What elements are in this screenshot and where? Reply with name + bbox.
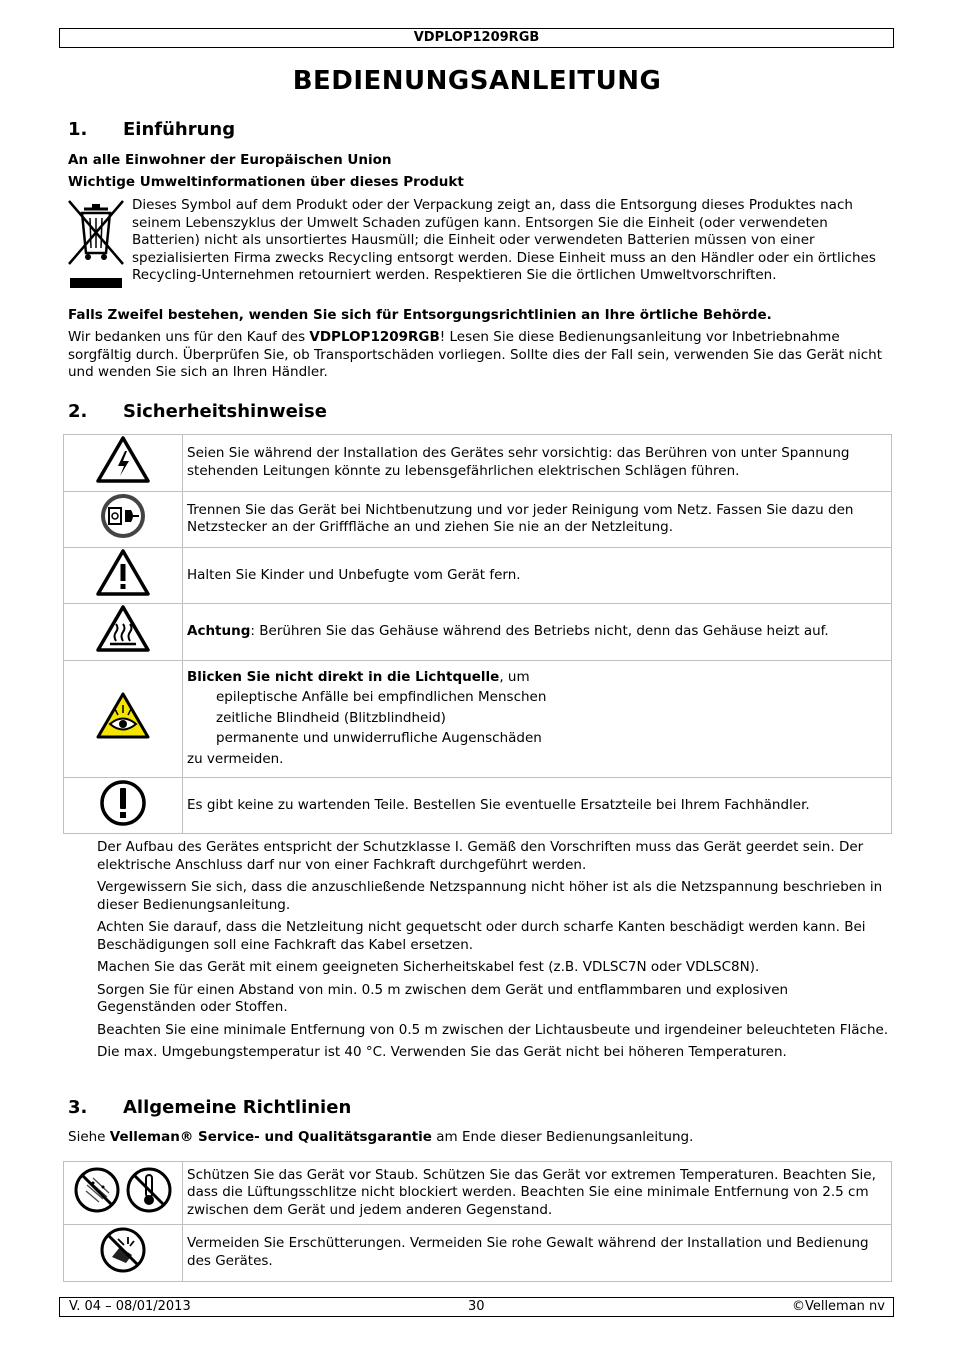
safety-bold: Achtung xyxy=(187,623,251,639)
general-text: Schützen Sie das Gerät vor Staub. Schützen Sie das Gerät vor extremen Temperaturen. Beachten Sie, dass die Lüftungsschlitze nicht blockiert werden. Beachten Sie eine minimale Entfernung von 2.5 cm zwischen dem Gerät und jedem anderen Gegenstand. xyxy=(183,1162,892,1225)
safety-bold: Blicken Sie nicht direkt in die Lichtquelle xyxy=(187,668,500,685)
safety-text: Seien Sie während der Installation des Gerätes sehr vorsichtig: das Berühren von unter Spannung stehenden Leitungen könnte zu lebensgefährlichen elektrischen Schlägen führen. xyxy=(183,435,892,492)
eye-hazard-warning-icon xyxy=(95,691,151,741)
safety-paragraphs xyxy=(97,839,889,1067)
safety-row xyxy=(64,660,892,777)
safety-row xyxy=(64,604,892,661)
unplug-icon xyxy=(99,492,147,540)
section-number: 3. xyxy=(68,1097,88,1118)
safety-text: Halten Sie Kinder und Unbefugte vom Gerät fern. xyxy=(183,547,892,604)
high-voltage-warning-icon xyxy=(95,435,151,485)
doubt-notice: Falls Zweifel bestehen, wenden Sie sich für Entsorgungsrichtlinien an Ihre örtliche Behörde. xyxy=(68,307,772,323)
safety-paragraph: Achten Sie darauf, dass die Netzleitung nicht gequetscht oder durch scharfe Kanten beschädigt werden kann. Bei Beschädigungen soll eine Fachkraft das Kabel ersetzen. xyxy=(97,919,866,953)
section-3-heading xyxy=(68,1097,351,1118)
safety-row xyxy=(64,491,892,547)
weee-crossed-bin-icon xyxy=(66,198,126,294)
safety-row xyxy=(64,547,892,604)
section-title: Allgemeine Richtlinien xyxy=(123,1097,352,1118)
weee-text: Dieses Symbol auf dem Produkt oder der Verpackung zeigt an, dass die Entsorgung dieses Produktes nach seinem Lebenszyklus der Umwelt Schaden zufügen kann. Entsorgen Sie die Einheit (oder verwendeten Batterien) nicht als unsortiertes Hausmüll; die Einheit oder verwendeten Batterien müssen von einer spezialisierten Firma zwecks Recycling entsorgt werden. Diese Einheit muss an den Händler oder ein örtliches Recycling-Unternehmen retourniert werden. Respektieren Sie die örtlichen Umweltvorschriften. xyxy=(132,197,876,283)
section-title: Einführung xyxy=(123,119,236,140)
safety-paragraph: Vergewissern Sie sich, dass die anzuschließende Netzspannung nicht höher ist als die Netzspannung beschrieben in dieser Bedienungsanleitung. xyxy=(97,879,883,913)
section-2-heading xyxy=(68,401,327,422)
hot-surface-warning-icon xyxy=(95,604,151,654)
section-number: 2. xyxy=(68,401,88,422)
general-row xyxy=(64,1225,892,1282)
guarantee-link-text: Velleman® Service- und Qualitätsgarantie xyxy=(109,1129,432,1145)
safety-paragraph: Die max. Umgebungstemperatur ist 40 °C. Verwenden Sie das Gerät nicht bei höheren Temperaturen. xyxy=(97,1044,787,1060)
footer-version: V. 04 – 08/01/2013 xyxy=(69,1299,191,1314)
exclamation-circle-icon xyxy=(98,778,148,828)
eu-subheading: An alle Einwohner der Europäischen Union xyxy=(68,152,392,168)
page-header xyxy=(59,28,894,48)
page-title: BEDIENUNGSANLEITUNG xyxy=(292,66,662,96)
environment-subheading: Wichtige Umweltinformationen über dieses Produkt xyxy=(68,174,464,190)
thanks-paragraph: Wir bedanken uns für den Kauf des VDPLOP1209RGB! Lesen Sie diese Bedienungsanleitung vor Inbetriebnahme sorgfältig durch. Überprüfen Sie, ob Transportschäden vorliegen. Sollte dies der Fall sein, verwenden Sie das Gerät nicht und wenden Sie sich an Ihren Händler. xyxy=(68,329,883,380)
safety-paragraph: Sorgen Sie für einen Abstand von min. 0.5 m zwischen dem Gerät und entflammbaren und explosiven Gegenständen oder Stoffen. xyxy=(97,981,789,1015)
safety-row xyxy=(64,777,892,834)
safety-text: Es gibt keine zu wartenden Teile. Bestellen Sie eventuelle Ersatzteile bei Ihrem Fachhändler. xyxy=(183,777,892,834)
no-dust-no-extreme-temperature-icon xyxy=(73,1165,173,1215)
safety-text: Blicken Sie nicht direkt in die Lichtquelle, um epileptische Anfälle bei empfindlichen Menschen zeitliche Blindheid (Blitzblindheid) permanente und unwiderrufliche Augenschäden zu vermeiden. xyxy=(183,660,892,777)
safety-paragraph: Der Aufbau des Gerätes entspricht der Schutzklasse I. Gemäß den Vorschriften muss das Gerät geerdet sein. Der elektrische Anschluss darf nur von einer Fachkraft durchgeführt werden. xyxy=(97,839,864,873)
page-footer xyxy=(59,1297,894,1317)
guarantee-intro: Siehe Velleman® Service- und Qualitätsgarantie am Ende dieser Bedienungsanleitung. xyxy=(68,1129,694,1145)
list-item: permanente und unwiderrufliche Augenschäden xyxy=(216,730,542,747)
general-table xyxy=(63,1161,892,1282)
header-model: VDPLOP1209RGB xyxy=(413,30,540,45)
safety-paragraph: Machen Sie das Gerät mit einem geeigneten Sicherheitskabel fest (z.B. VDLSC7N oder VDLSC8N). xyxy=(97,959,760,975)
footer-page-number: 30 xyxy=(468,1299,485,1314)
safety-text: Trennen Sie das Gerät bei Nichtbenutzung und vor jeder Reinigung vom Netz. Fassen Sie dazu den Netzstecker an der Grifffläche an und ziehen Sie nie an der Netzleitung. xyxy=(183,491,892,547)
section-1-heading xyxy=(68,119,235,140)
section-title: Sicherheitshinweise xyxy=(123,401,327,422)
safety-text: Achtung: Berühren Sie das Gehäuse während des Betriebs nicht, denn das Gehäuse heizt auf. xyxy=(183,604,892,661)
thanks-model: VDPLOP1209RGB xyxy=(309,329,440,345)
general-warning-icon xyxy=(95,548,151,598)
no-shock-icon xyxy=(98,1225,148,1275)
safety-table xyxy=(63,434,892,834)
safety-row xyxy=(64,435,892,492)
list-item: zeitliche Blindheid (Blitzblindheid) xyxy=(216,709,446,726)
safety-paragraph: Beachten Sie eine minimale Entfernung von 0.5 m zwischen der Lichtausbeute und irgendeiner beleuchteten Fläche. xyxy=(97,1021,889,1038)
footer-copyright: ©Velleman nv xyxy=(791,1299,885,1314)
general-text: Vermeiden Sie Erschütterungen. Vermeiden Sie rohe Gewalt während der Installation und Bedienung des Gerätes. xyxy=(183,1225,892,1282)
general-row xyxy=(64,1162,892,1225)
section-number: 1. xyxy=(68,119,88,140)
safety-tail: zu vermeiden. xyxy=(187,750,284,767)
list-item: epileptische Anfälle bei empfindlichen Menschen xyxy=(216,689,547,706)
